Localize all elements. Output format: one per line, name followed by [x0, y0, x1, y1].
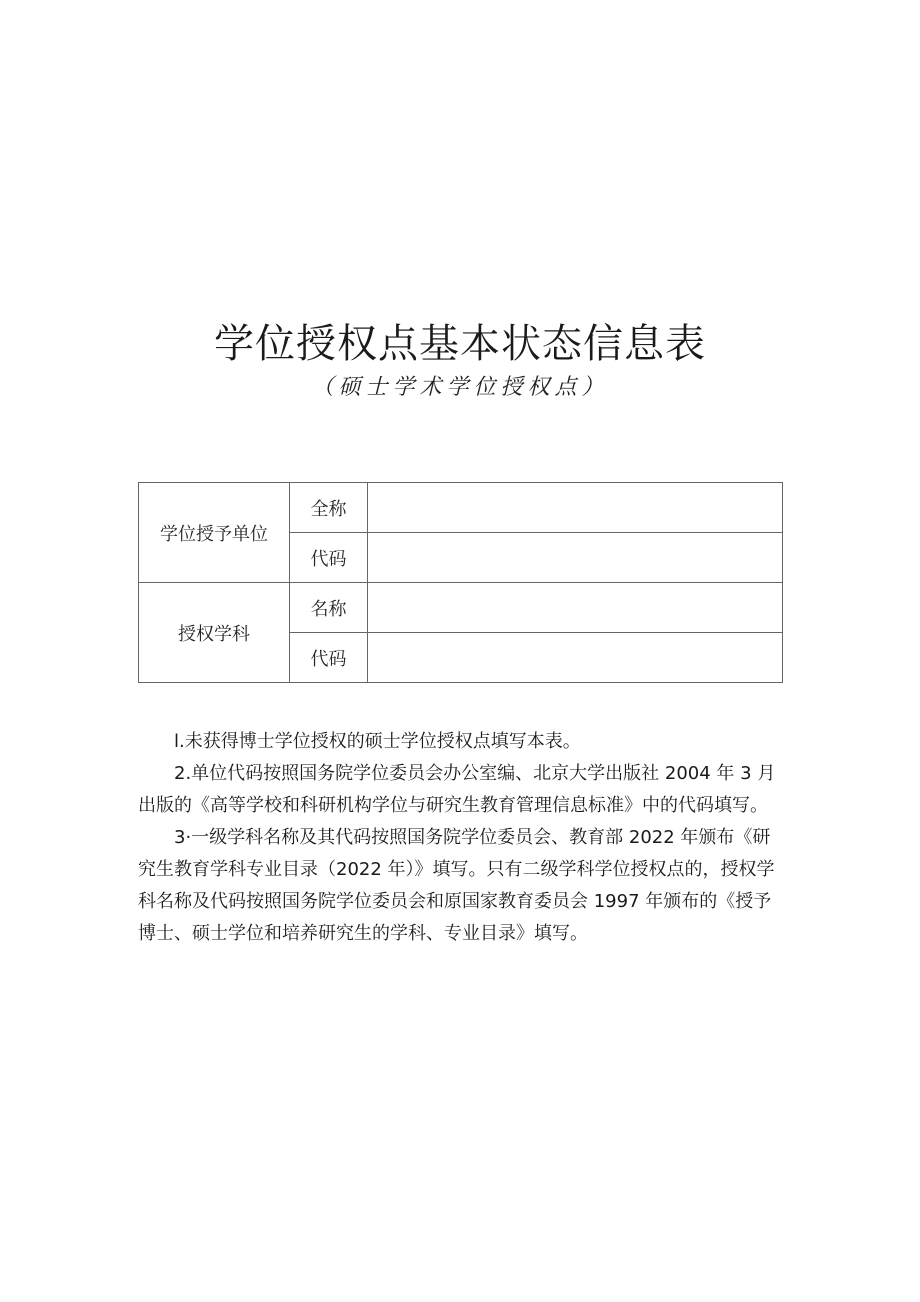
table-row [139, 583, 783, 633]
page-title: 学位授权点基本状态信息表 [214, 321, 706, 367]
note-1: l.未获得博士学位授权的硕士学位授权点填写本表。 [174, 731, 581, 752]
note-3: 3·一级学科名称及其代码按照国务院学位委员会、教育部 2022 年颁布《研究生教育学科专业目录（2022 年）》填写。只有二级学科学位授权点的，授权学科名称及代码按照国务院学位委员会和原国家教育委员会 1997 年颁布的《授予博士、硕士学位和培养研究生的学科、专业目录》填写。 [138, 827, 775, 944]
field-label-unit-code: 代码 [290, 533, 368, 583]
info-table [138, 482, 783, 683]
group-label-discipline: 授权学科 [139, 583, 290, 683]
group-label-degree-unit: 学位授予单位 [139, 483, 290, 583]
discipline-code-cell[interactable] [368, 633, 783, 683]
discipline-name-cell[interactable] [368, 583, 783, 633]
field-label-discipline-code: 代码 [290, 633, 368, 683]
instructions [138, 726, 786, 950]
unit-full-name-cell[interactable] [368, 483, 783, 533]
note-2: 2.单位代码按照国务院学位委员会办公室编、北京大学出版社 2004 年 3 月出版的《高等学校和科研机构学位与研究生教育管理信息标准》中的代码填写。 [138, 763, 776, 816]
table-row [139, 483, 783, 533]
page-subtitle: （硕士学术学位授权点） [311, 375, 609, 400]
field-label-discipline-name: 名称 [290, 583, 368, 633]
unit-code-cell[interactable] [368, 533, 783, 583]
field-label-full-name: 全称 [290, 483, 368, 533]
